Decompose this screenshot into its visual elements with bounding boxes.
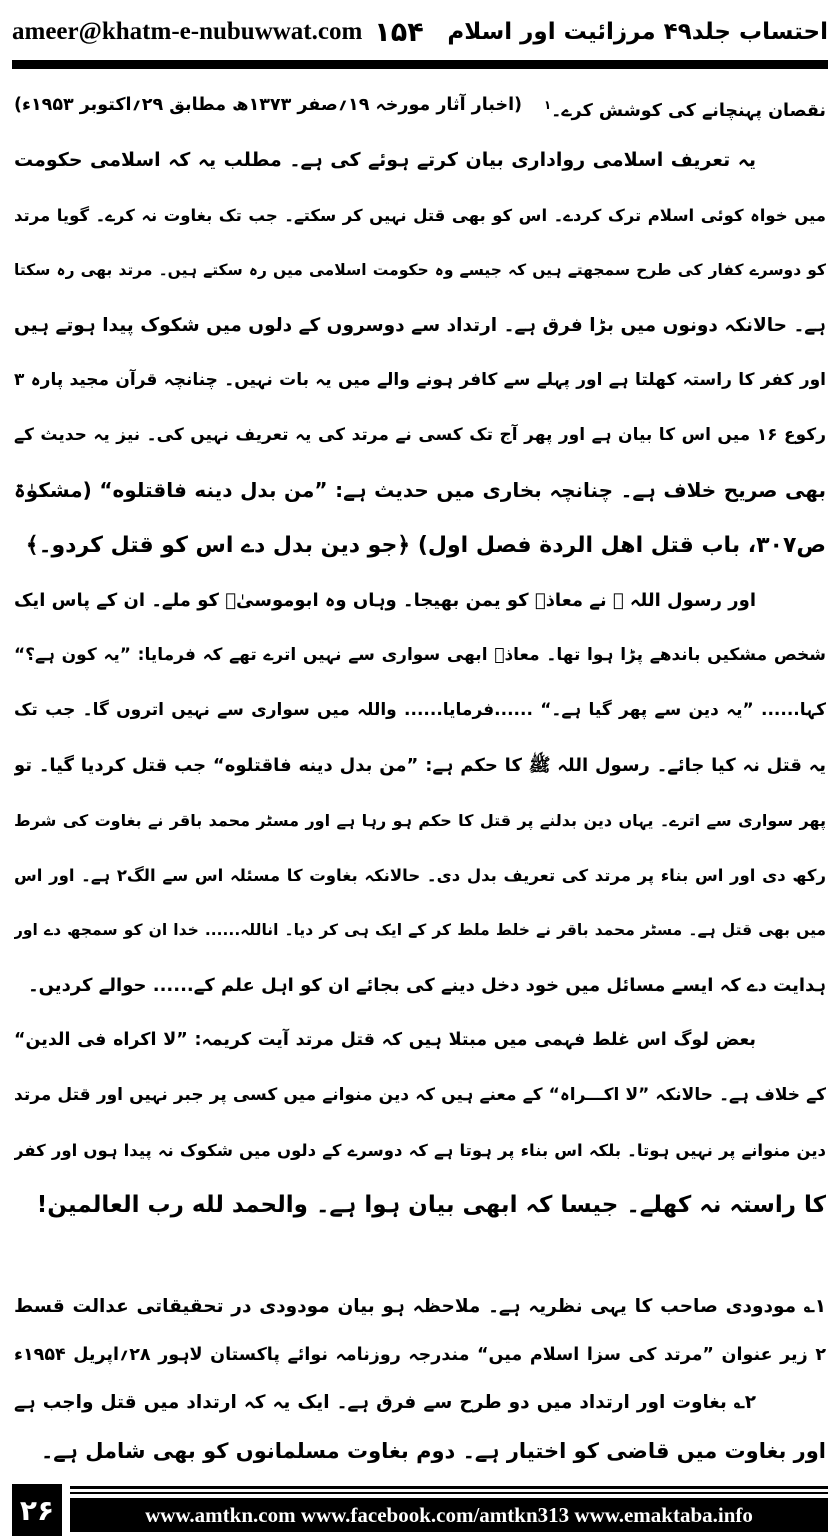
header-left xyxy=(12,17,424,48)
body-line xyxy=(14,78,826,133)
footnote-line: اور بغاوت میں قاضی کو اختیار ہے۔ دوم بغاوت مسلمانوں کو بھی شامل ہے۔ xyxy=(40,1439,826,1463)
header-email: ameer@khatm-e-nubuwwat.com xyxy=(12,18,363,45)
body-line: ہے۔ حالانکہ دونوں میں بڑا فرق ہے۔ ارتداد سے دوسروں کے دلوں میں شکوک پیدا ہوتے ہیں xyxy=(14,315,826,336)
header-page-number: ۱۵۴ xyxy=(374,16,424,48)
first-line-citation: (اخبار آثار مورخہ ۱۹؍صفر ۱۳۷۳ھ مطابق ۲۹؍اکتوبر ۱۹۵۳ء) xyxy=(14,95,523,115)
page-body xyxy=(14,78,826,1475)
body-line: بھی صریح خلاف ہے۔ چنانچہ بخاری میں حدیث ہے: ”من بدل دينه فاقتلوه“ (مشکوٰۃ xyxy=(14,478,826,502)
first-line-text xyxy=(544,78,826,133)
header-rule xyxy=(12,60,828,69)
footer-rule xyxy=(70,1486,828,1489)
body-line: یہ تعریف اسلامی رواداری بیان کرتے ہوئے کی ہے۔ مطلب یہ کہ اسلامی حکومت xyxy=(14,149,756,171)
body-line: پھر سواری سے اترے۔ یہاں دین بدلنے پر قتل کا حکم ہو رہا ہے اور مسٹر محمد باقر نے بغاوت کی شرط xyxy=(14,811,826,830)
footnote-line: ۱؎ مودودی صاحب کا یہی نظریہ ہے۔ ملاحظہ ہو بیان مودودی در تحقیقاتی عدالت قسط xyxy=(14,1296,826,1317)
body-line: یہ قتل نہ کیا جائے۔ رسول اللہ ﷺ کا حکم ہے: ”من بدل دينه فاقتلوه“ جب قتل کردیا گیا۔ تو xyxy=(14,755,826,776)
body-line: میں خواہ کوئی اسلام ترک کردے۔ اس کو بھی قتل نہیں کر سکتے۔ جب تک بغاوت نہ کرے۔ گویا مرتد xyxy=(14,206,826,225)
body-line: کو دوسرے کفار کی طرح سمجھتے ہیں کہ جیسے وہ حکومت اسلامی میں رہ سکتے ہیں۔ مرتد بھی رہ سکتا xyxy=(14,261,826,279)
body-line: ص۳۰۷، باب قتل اهل الردة فصل اول) ﴿جو دین بدل دے اس کو قتل کردو۔﴾ xyxy=(25,533,826,558)
footnote-line: ۲؎ بغاوت اور ارتداد میں دو طرح سے فرق ہے۔ ایک یہ کہ ارتداد میں قتل واجب ہے xyxy=(14,1392,756,1413)
footnote-mark: ۱ xyxy=(543,98,552,112)
body-line: کہا...... ”یہ دین سے پھر گیا ہے۔“ ......فرمایا...... واللہ میں سواری سے نہیں اتروں گا۔ جب تک xyxy=(14,700,826,720)
first-line-main: نقصان پہنچانے کی کوشش کرے۔ xyxy=(551,100,826,121)
body-line: رکھ دی اور اس بناء پر مرتد کی تعریف بدل دی۔ حالانکہ بغاوت کا مسئلہ اس سے الگ۲ ہے۔ اور اس xyxy=(14,866,826,885)
body-line: کے خلاف ہے۔ حالانکہ ”لا اکـــراہ“ کے معنے ہیں کہ دین منوانے میں کسی پر جبر نہیں اور قتل مرتد xyxy=(14,1085,826,1105)
body-line: شخص مشکیں باندھے پڑا ہوا تھا۔ معاذؓ ابھی سواری سے نہیں اترے تھے کہ فرمایا: ”یہ کون ہے؟“ xyxy=(14,645,826,665)
footer-rule xyxy=(70,1492,828,1494)
page-header xyxy=(12,8,828,56)
body-line: رکوع ۱۶ میں اس کا بیان ہے اور پھر آج تک کسی نے مرتد کی یہ تعریف نہیں کی۔ نیز یہ حدیث کے xyxy=(14,425,826,445)
body-line: کا راستہ نہ کھلے۔ جیسا کہ ابھی بیان ہوا ہے۔ والحمد لله رب العالمين! xyxy=(36,1192,826,1218)
footer-websites: www.amtkn.com www.facebook.com/amtkn313 www.emaktaba.info xyxy=(70,1498,828,1532)
body-line: اور کفر کا راستہ کھلتا ہے اور پہلے سے کافر ہونے والے میں یہ بات نہیں۔ چنانچہ قرآن مجید پارہ ۳ xyxy=(14,370,826,390)
footer-page-number: ۲۶ xyxy=(12,1484,62,1536)
header-book-title: احتساب جلد۴۹ مرزائیت اور اسلام xyxy=(447,19,828,45)
body-line: بعض لوگ اس غلط فہمی میں مبتلا ہیں کہ قتل مرتد آیت کریمہ: ”لا اکراه فی الدین“ xyxy=(14,1030,756,1050)
body-line: میں بھی قتل ہے۔ مسٹر محمد باقر نے خلط ملط کر کے ایک ہی کر دیا۔ اناللہ...... خدا ان کو سمجھ دے اور xyxy=(14,921,826,939)
page-footer xyxy=(12,1484,828,1536)
body-line: دین منوانے پر نہیں ہوتا۔ بلکہ اس بناء پر ہوتا ہے کہ دوسرے کے دلوں میں شکوک نہ پیدا ہوں اور کفر xyxy=(14,1141,826,1160)
body-line: ہدایت دے کہ ایسے مسائل میں خود دخل دینے کی بجائے ان کو اہل علم کے...... حوالے کردیں۔ xyxy=(28,975,826,996)
body-line: اور رسول اللہ ﷺ نے معاذؓ کو یمن بھیجا۔ وہاں وہ ابوموسیٰؓ کو ملے۔ ان کے پاس ایک xyxy=(14,590,756,611)
footnote-line: ۲ زیر عنوان ”مرتد کی سزا اسلام میں“ مندرجہ روزنامہ نوائے پاکستان لاہور ۲۸؍اپریل ۱۹۵۴ء xyxy=(14,1345,826,1365)
